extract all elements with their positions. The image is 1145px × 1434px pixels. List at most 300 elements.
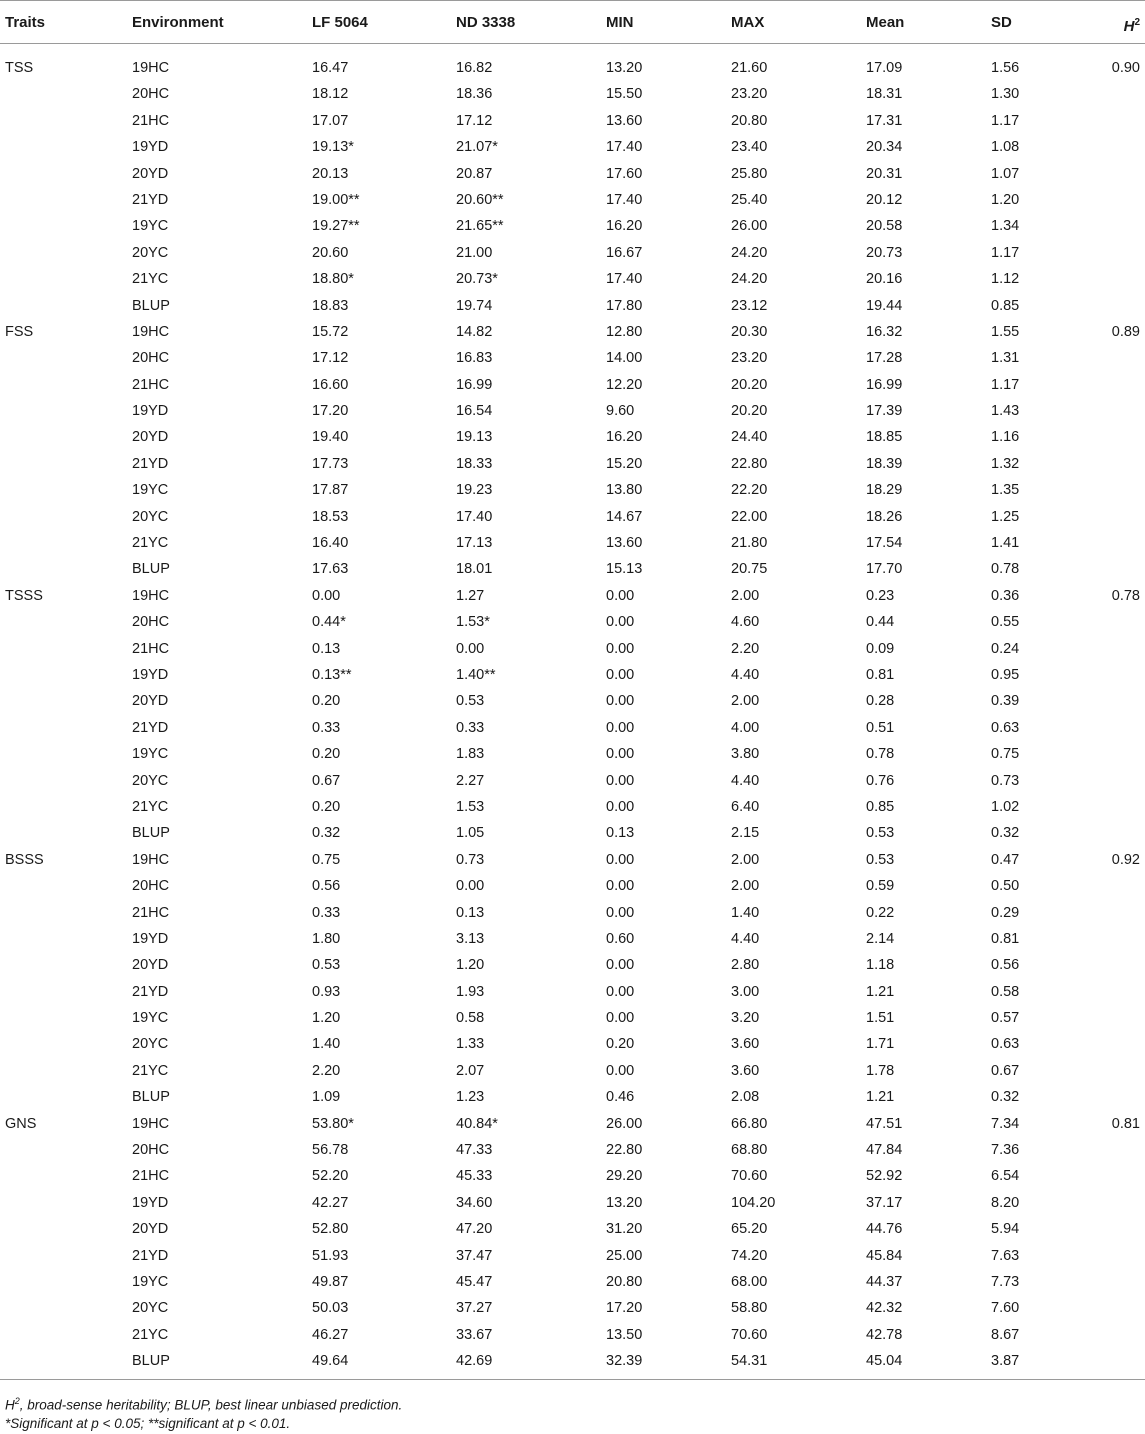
cell-max: 24.20	[731, 271, 768, 288]
cell-sd: 1.17	[991, 376, 1020, 393]
cell-nd3338: 1.83	[456, 746, 485, 763]
cell-sd: 1.31	[991, 350, 1020, 367]
cell-nd3338: 2.07	[456, 1062, 485, 1079]
cell-environment: 20HC	[132, 86, 170, 103]
cell-max: 22.00	[731, 508, 768, 525]
cell-min: 13.60	[606, 112, 643, 129]
footnote-h-base: H	[5, 1397, 15, 1413]
cell-nd3338: 0.73	[456, 851, 485, 868]
cell-sd: 0.50	[991, 878, 1020, 895]
table-row	[0, 951, 1145, 977]
cell-min: 0.00	[606, 904, 635, 921]
cell-min: 26.00	[606, 1115, 643, 1132]
cell-trait: GNS	[5, 1115, 37, 1132]
table-row	[0, 687, 1145, 713]
cell-min: 13.50	[606, 1326, 643, 1343]
cell-mean: 45.84	[866, 1247, 903, 1264]
table-row	[0, 925, 1145, 951]
cell-mean: 1.78	[866, 1062, 895, 1079]
cell-sd: 5.94	[991, 1221, 1020, 1238]
cell-nd3338: 1.93	[456, 983, 485, 1000]
cell-nd3338: 17.12	[456, 112, 493, 129]
cell-min: 17.40	[606, 139, 643, 156]
table-row	[0, 476, 1145, 502]
cell-max: 54.31	[731, 1353, 768, 1370]
cell-lf5064: 0.33	[312, 719, 341, 736]
cell-lf5064: 2.20	[312, 1062, 341, 1079]
cell-min: 17.80	[606, 297, 643, 314]
cell-max: 22.20	[731, 482, 768, 499]
cell-min: 0.00	[606, 772, 635, 789]
cell-max: 25.80	[731, 165, 768, 182]
table-row	[0, 1347, 1145, 1373]
footnote-h-sup: 2	[14, 1395, 20, 1406]
cell-environment: 20YC	[132, 772, 169, 789]
cell-sd: 8.67	[991, 1326, 1020, 1343]
cell-heritability: 0.89	[1111, 323, 1140, 340]
cell-environment: 19YD	[132, 666, 169, 683]
footnote-heritability	[0, 1392, 1145, 1415]
cell-lf5064: 16.60	[312, 376, 349, 393]
cell-max: 21.80	[731, 535, 768, 552]
cell-sd: 1.35	[991, 482, 1020, 499]
cell-max: 24.40	[731, 429, 768, 446]
cell-lf5064: 49.87	[312, 1273, 349, 1290]
cell-mean: 0.53	[866, 825, 895, 842]
table-row	[0, 239, 1145, 265]
cell-min: 13.80	[606, 482, 643, 499]
cell-max: 3.80	[731, 746, 760, 763]
cell-max: 4.40	[731, 666, 760, 683]
cell-nd3338: 16.82	[456, 60, 493, 76]
cell-lf5064: 15.72	[312, 323, 349, 340]
table-row	[0, 529, 1145, 555]
cell-sd: 6.54	[991, 1168, 1020, 1185]
cell-sd: 1.43	[991, 403, 1020, 420]
table-row	[0, 899, 1145, 925]
cell-nd3338: 19.13	[456, 429, 493, 446]
cell-min: 17.40	[606, 191, 643, 208]
table-row	[0, 635, 1145, 661]
cell-nd3338: 21.65**	[456, 218, 504, 235]
cell-sd: 1.34	[991, 218, 1020, 235]
header-heritability	[1124, 13, 1140, 37]
cell-lf5064: 50.03	[312, 1300, 349, 1317]
cell-mean: 0.51	[866, 719, 895, 736]
header-h2-base: H	[1123, 18, 1135, 35]
cell-min: 0.20	[606, 1036, 635, 1053]
cell-max: 23.20	[731, 350, 768, 367]
cell-nd3338: 0.58	[456, 1010, 485, 1027]
cell-max: 68.80	[731, 1142, 768, 1159]
table-row	[0, 1321, 1145, 1347]
cell-max: 58.80	[731, 1300, 768, 1317]
cell-nd3338: 0.33	[456, 719, 485, 736]
table-row	[0, 1242, 1145, 1268]
cell-mean: 45.04	[866, 1353, 903, 1370]
table-row	[0, 819, 1145, 845]
header-max: MAX	[731, 14, 765, 31]
cell-min: 15.50	[606, 86, 643, 103]
cell-lf5064: 0.53	[312, 957, 341, 974]
cell-nd3338: 21.07*	[456, 139, 498, 156]
footnote-line1-text: , broad-sense heritability; BLUP, best linear unbiased prediction.	[19, 1397, 403, 1413]
cell-min: 13.20	[606, 1194, 643, 1211]
cell-mean: 44.37	[866, 1273, 903, 1290]
table-row	[0, 107, 1145, 133]
cell-environment: BLUP	[132, 825, 170, 842]
cell-mean: 47.84	[866, 1142, 903, 1159]
cell-environment: 20YD	[132, 957, 169, 974]
cell-nd3338: 19.74	[456, 297, 493, 314]
cell-mean: 42.78	[866, 1326, 903, 1343]
cell-lf5064: 18.12	[312, 86, 349, 103]
cell-min: 0.00	[606, 878, 635, 895]
cell-lf5064: 17.12	[312, 350, 349, 367]
header-sd: SD	[991, 14, 1012, 31]
cell-environment: 21YD	[132, 455, 169, 472]
cell-sd: 7.34	[991, 1115, 1020, 1132]
cell-environment: 20HC	[132, 1142, 170, 1159]
table-row	[0, 555, 1145, 581]
cell-max: 4.40	[731, 930, 760, 947]
cell-lf5064: 17.73	[312, 455, 349, 472]
cell-sd: 1.16	[991, 429, 1020, 446]
cell-lf5064: 20.60	[312, 244, 349, 261]
cell-lf5064: 0.20	[312, 693, 341, 710]
cell-min: 16.20	[606, 429, 643, 446]
cell-lf5064: 0.75	[312, 851, 341, 868]
cell-max: 66.80	[731, 1115, 768, 1132]
cell-mean: 18.29	[866, 482, 903, 499]
cell-min: 16.20	[606, 218, 643, 235]
cell-nd3338: 1.20	[456, 957, 485, 974]
cell-lf5064: 51.93	[312, 1247, 349, 1264]
table-row	[0, 1215, 1145, 1241]
cell-nd3338: 40.84*	[456, 1115, 498, 1132]
cell-mean: 18.31	[866, 86, 903, 103]
cell-nd3338: 16.54	[456, 403, 493, 420]
cell-mean: 16.32	[866, 323, 903, 340]
cell-nd3338: 1.53	[456, 798, 485, 815]
table-row	[0, 371, 1145, 397]
cell-sd: 3.87	[991, 1353, 1020, 1370]
cell-mean: 17.28	[866, 350, 903, 367]
cell-min: 0.60	[606, 930, 635, 947]
cell-sd: 7.73	[991, 1273, 1020, 1290]
cell-mean: 18.39	[866, 455, 903, 472]
cell-lf5064: 19.13*	[312, 139, 354, 156]
table-row	[0, 714, 1145, 740]
table-row	[0, 186, 1145, 212]
cell-min: 15.13	[606, 561, 643, 578]
cell-environment: 21YD	[132, 719, 169, 736]
cell-max: 3.20	[731, 1010, 760, 1027]
header-min: MIN	[606, 14, 634, 31]
cell-mean: 1.18	[866, 957, 895, 974]
cell-max: 23.12	[731, 297, 768, 314]
cell-min: 29.20	[606, 1168, 643, 1185]
cell-lf5064: 18.80*	[312, 271, 354, 288]
cell-min: 0.13	[606, 825, 635, 842]
cell-heritability: 0.81	[1111, 1115, 1140, 1132]
cell-max: 2.80	[731, 957, 760, 974]
cell-max: 4.60	[731, 614, 760, 631]
cell-min: 14.67	[606, 508, 643, 525]
cell-environment: 21YC	[132, 1326, 169, 1343]
cell-lf5064: 18.83	[312, 297, 349, 314]
cell-heritability: 0.92	[1111, 851, 1140, 868]
cell-max: 2.00	[731, 878, 760, 895]
cell-min: 0.46	[606, 1089, 635, 1106]
cell-mean: 20.58	[866, 218, 903, 235]
table-row	[0, 1057, 1145, 1083]
cell-mean: 1.21	[866, 1089, 895, 1106]
header-mean: Mean	[866, 14, 905, 31]
table-row	[0, 318, 1145, 344]
cell-max: 70.60	[731, 1326, 768, 1343]
cell-environment: 21YC	[132, 271, 169, 288]
cell-min: 22.80	[606, 1142, 643, 1159]
cell-mean: 20.73	[866, 244, 903, 261]
cell-lf5064: 17.07	[312, 112, 349, 129]
cell-mean: 0.78	[866, 746, 895, 763]
cell-environment: 19YC	[132, 482, 169, 499]
table-row	[0, 1189, 1145, 1215]
cell-nd3338: 1.27	[456, 587, 485, 604]
cell-mean: 17.31	[866, 112, 903, 129]
cell-nd3338: 1.53*	[456, 614, 490, 631]
cell-lf5064: 53.80*	[312, 1115, 354, 1132]
cell-sd: 7.63	[991, 1247, 1020, 1264]
cell-nd3338: 42.69	[456, 1353, 493, 1370]
cell-min: 12.80	[606, 323, 643, 340]
cell-mean: 0.53	[866, 851, 895, 868]
table-row	[0, 133, 1145, 159]
cell-trait: TSS	[5, 60, 34, 76]
cell-min: 17.20	[606, 1300, 643, 1317]
cell-max: 6.40	[731, 798, 760, 815]
cell-environment: 19HC	[132, 587, 170, 604]
cell-min: 0.00	[606, 666, 635, 683]
cell-max: 21.60	[731, 60, 768, 76]
cell-max: 4.00	[731, 719, 760, 736]
table-row	[0, 740, 1145, 766]
cell-mean: 0.81	[866, 666, 895, 683]
cell-sd: 0.63	[991, 719, 1020, 736]
cell-min: 9.60	[606, 403, 635, 420]
cell-max: 68.00	[731, 1273, 768, 1290]
cell-lf5064: 19.40	[312, 429, 349, 446]
cell-mean: 18.85	[866, 429, 903, 446]
cell-mean: 0.85	[866, 798, 895, 815]
cell-sd: 0.81	[991, 930, 1020, 947]
table-row	[0, 1083, 1145, 1109]
cell-nd3338: 0.53	[456, 693, 485, 710]
cell-sd: 1.56	[991, 60, 1020, 76]
cell-max: 3.00	[731, 983, 760, 1000]
table-row	[0, 160, 1145, 186]
cell-max: 3.60	[731, 1062, 760, 1079]
cell-max: 20.80	[731, 112, 768, 129]
cell-lf5064: 19.00**	[312, 191, 360, 208]
cell-sd: 0.95	[991, 666, 1020, 683]
cell-min: 0.00	[606, 693, 635, 710]
cell-lf5064: 56.78	[312, 1142, 349, 1159]
table-header	[0, 0, 1145, 44]
cell-mean: 17.54	[866, 535, 903, 552]
cell-max: 24.20	[731, 244, 768, 261]
cell-max: 20.20	[731, 376, 768, 393]
cell-sd: 0.67	[991, 1062, 1020, 1079]
cell-sd: 1.07	[991, 165, 1020, 182]
cell-environment: 20YC	[132, 1300, 169, 1317]
table-row	[0, 503, 1145, 529]
cell-lf5064: 0.93	[312, 983, 341, 1000]
cell-sd: 1.17	[991, 112, 1020, 129]
cell-max: 104.20	[731, 1194, 776, 1211]
cell-trait: FSS	[5, 323, 34, 340]
cell-max: 2.00	[731, 693, 760, 710]
cell-mean: 0.09	[866, 640, 895, 657]
header-nd3338: ND 3338	[456, 14, 516, 31]
header-environment: Environment	[132, 14, 224, 31]
table-row	[0, 292, 1145, 318]
cell-mean: 0.44	[866, 614, 895, 631]
cell-lf5064: 16.47	[312, 60, 349, 76]
cell-environment: 19HC	[132, 1115, 170, 1132]
cell-environment: 21YC	[132, 535, 169, 552]
table-row	[0, 265, 1145, 291]
cell-max: 3.60	[731, 1036, 760, 1053]
cell-max: 2.00	[731, 851, 760, 868]
cell-sd: 0.57	[991, 1010, 1020, 1027]
cell-mean: 17.39	[866, 403, 903, 420]
cell-environment: 19YD	[132, 930, 169, 947]
cell-mean: 52.92	[866, 1168, 903, 1185]
cell-nd3338: 33.67	[456, 1326, 493, 1343]
cell-lf5064: 0.44*	[312, 614, 346, 631]
cell-max: 2.08	[731, 1089, 760, 1106]
cell-mean: 20.12	[866, 191, 903, 208]
cell-min: 13.60	[606, 535, 643, 552]
cell-nd3338: 47.20	[456, 1221, 493, 1238]
cell-sd: 0.32	[991, 825, 1020, 842]
cell-sd: 8.20	[991, 1194, 1020, 1211]
cell-nd3338: 37.47	[456, 1247, 493, 1264]
cell-trait: TSSS	[5, 587, 43, 604]
cell-mean: 17.70	[866, 561, 903, 578]
cell-mean: 20.31	[866, 165, 903, 182]
table-row	[0, 1162, 1145, 1188]
cell-sd: 0.63	[991, 1036, 1020, 1053]
cell-sd: 1.08	[991, 139, 1020, 156]
cell-sd: 0.47	[991, 851, 1020, 868]
cell-lf5064: 46.27	[312, 1326, 349, 1343]
cell-environment: 19YC	[132, 1273, 169, 1290]
cell-lf5064: 20.13	[312, 165, 349, 182]
cell-mean: 18.26	[866, 508, 903, 525]
cell-environment: 19YD	[132, 1194, 169, 1211]
cell-lf5064: 0.33	[312, 904, 341, 921]
cell-environment: 19HC	[132, 60, 170, 76]
cell-mean: 0.59	[866, 878, 895, 895]
cell-mean: 20.34	[866, 139, 903, 156]
table-row	[0, 212, 1145, 238]
cell-min: 15.20	[606, 455, 643, 472]
cell-environment: 20YD	[132, 165, 169, 182]
cell-min: 0.00	[606, 719, 635, 736]
cell-environment: 20YD	[132, 429, 169, 446]
cell-min: 0.00	[606, 983, 635, 1000]
cell-mean: 0.28	[866, 693, 895, 710]
cell-environment: 20HC	[132, 350, 170, 367]
cell-nd3338: 3.13	[456, 930, 485, 947]
cell-environment: 20YD	[132, 1221, 169, 1238]
cell-sd: 1.02	[991, 798, 1020, 815]
cell-environment: 21YC	[132, 1062, 169, 1079]
table-row	[0, 1110, 1145, 1136]
cell-environment: BLUP	[132, 1353, 170, 1370]
cell-mean: 42.32	[866, 1300, 903, 1317]
cell-min: 14.00	[606, 350, 643, 367]
cell-environment: 20YD	[132, 693, 169, 710]
cell-sd: 0.73	[991, 772, 1020, 789]
cell-environment: 20HC	[132, 614, 170, 631]
table-row	[0, 450, 1145, 476]
cell-environment: 19YD	[132, 139, 169, 156]
cell-max: 1.40	[731, 904, 760, 921]
cell-lf5064: 49.64	[312, 1353, 349, 1370]
cell-sd: 1.12	[991, 271, 1020, 288]
cell-sd: 0.39	[991, 693, 1020, 710]
cell-mean: 44.76	[866, 1221, 903, 1238]
cell-nd3338: 14.82	[456, 323, 493, 340]
cell-max: 2.20	[731, 640, 760, 657]
cell-environment: 21YD	[132, 983, 169, 1000]
cell-environment: BLUP	[132, 297, 170, 314]
cell-environment: 21HC	[132, 1168, 170, 1185]
cell-nd3338: 18.01	[456, 561, 493, 578]
cell-environment: BLUP	[132, 561, 170, 578]
table-row	[0, 608, 1145, 634]
cell-lf5064: 0.67	[312, 772, 341, 789]
cell-lf5064: 52.80	[312, 1221, 349, 1238]
cell-environment: 20HC	[132, 878, 170, 895]
cell-sd: 1.30	[991, 86, 1020, 103]
cell-lf5064: 17.20	[312, 403, 349, 420]
table-row	[0, 978, 1145, 1004]
cell-min: 0.00	[606, 1062, 635, 1079]
cell-environment: 20YC	[132, 1036, 169, 1053]
cell-lf5064: 17.87	[312, 482, 349, 499]
cell-nd3338: 18.36	[456, 86, 493, 103]
cell-environment: 19YC	[132, 1010, 169, 1027]
cell-environment: 19HC	[132, 851, 170, 868]
cell-nd3338: 2.27	[456, 772, 485, 789]
cell-nd3338: 0.00	[456, 640, 485, 657]
cell-environment: 19YC	[132, 218, 169, 235]
cell-nd3338: 16.99	[456, 376, 493, 393]
cell-max: 70.60	[731, 1168, 768, 1185]
cell-max: 65.20	[731, 1221, 768, 1238]
cell-max: 2.15	[731, 825, 760, 842]
cell-nd3338: 1.40**	[456, 666, 496, 683]
cell-environment: 21HC	[132, 112, 170, 129]
cell-environment: 21HC	[132, 376, 170, 393]
table-row	[0, 80, 1145, 106]
cell-lf5064: 18.53	[312, 508, 349, 525]
